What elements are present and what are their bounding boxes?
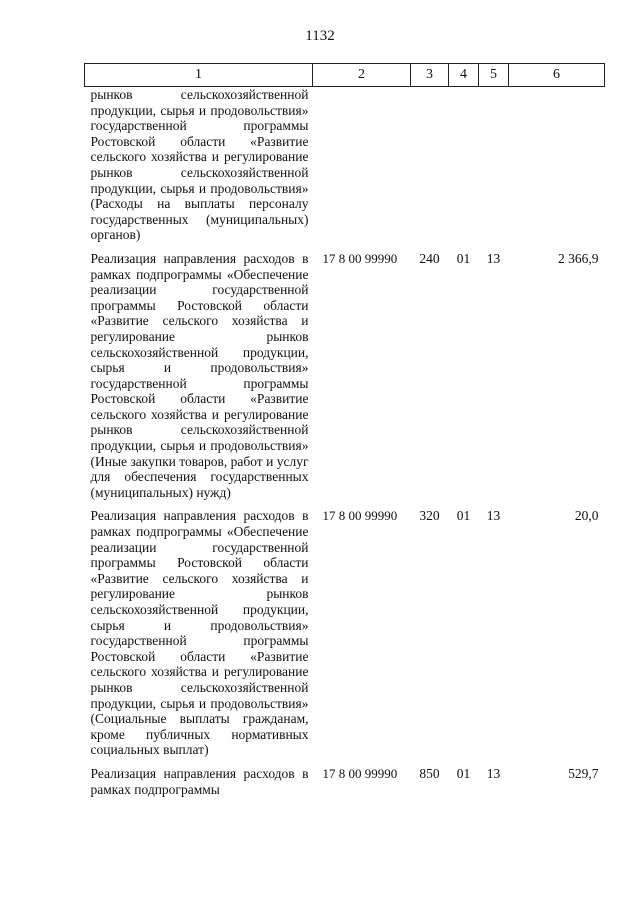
column-header: 4 [449, 64, 479, 87]
column-header: 5 [479, 64, 509, 87]
column-header: 2 [313, 64, 411, 87]
row-description: Реализация направления расходов в рамках подпрограммы [90, 765, 309, 797]
row-description: рынков сельскохозяйственной продукции, сырья и продовольствия» государственной программы Ростовской области «Развитие сельского хозяйства и регулирование рынков сельскохозяйственной продукции, сырья и продовольствия» (Расходы на выплаты персоналу государственных (муниципальных) органов) [90, 87, 309, 243]
row-target-code: 17 8 00 99990 [322, 508, 398, 524]
row-amount: 20,0 [574, 508, 599, 524]
table-row [85, 758, 605, 797]
row-subsection: 13 [486, 765, 501, 781]
table-row [85, 243, 605, 501]
table-header-row [85, 64, 605, 87]
row-description: Реализация направления расходов в рамках подпрограммы «Обеспечение реализации государственной программы Ростовской области «Развитие сельского хозяйства и регулирование рынков сельскохозяйственной продукции, сырья и продовольствия» государственной программы Ростовской области «Развитие сельского хозяйства и регулирование рынков сельскохозяйственной продукции, сырья и продовольствия» (Социальные выплаты гражданам, кроме публичных нормативных социальных выплат) [90, 508, 309, 758]
column-header: 1 [85, 64, 313, 87]
row-expense-type: 850 [419, 765, 440, 781]
row-target-code: 17 8 00 99990 [322, 765, 398, 781]
row-description: Реализация направления расходов в рамках подпрограммы «Обеспечение реализации государственной программы Ростовской области «Развитие сельского хозяйства и регулирование рынков сельскохозяйственной продукции, сырья и продовольствия» государственной программы Ростовской области «Развитие сельского хозяйства и регулирование рынков сельскохозяйственной продукции, сырья и продовольствия» (Иные закупки товаров, работ и услуг для обеспечения государственных (муниципальных) нужд) [90, 250, 309, 500]
row-subsection [479, 87, 509, 243]
row-expense-type: 320 [419, 508, 440, 524]
column-header: 3 [411, 64, 449, 87]
row-amount [509, 87, 605, 243]
row-section [449, 87, 479, 243]
table-row [85, 87, 605, 243]
row-amount: 2 366,9 [558, 250, 599, 266]
row-expense-type [411, 87, 449, 243]
row-amount: 529,7 [568, 765, 599, 781]
row-subsection: 13 [486, 250, 501, 266]
row-subsection: 13 [486, 508, 501, 524]
row-section: 01 [456, 765, 471, 781]
row-section: 01 [456, 250, 471, 266]
table-row [85, 500, 605, 758]
page-number: 1132 [305, 28, 335, 44]
row-target-code: 17 8 00 99990 [322, 250, 398, 266]
column-header: 6 [509, 64, 605, 87]
budget-table [84, 63, 605, 797]
row-target-code [313, 87, 411, 243]
row-section: 01 [456, 508, 471, 524]
row-expense-type: 240 [419, 250, 440, 266]
